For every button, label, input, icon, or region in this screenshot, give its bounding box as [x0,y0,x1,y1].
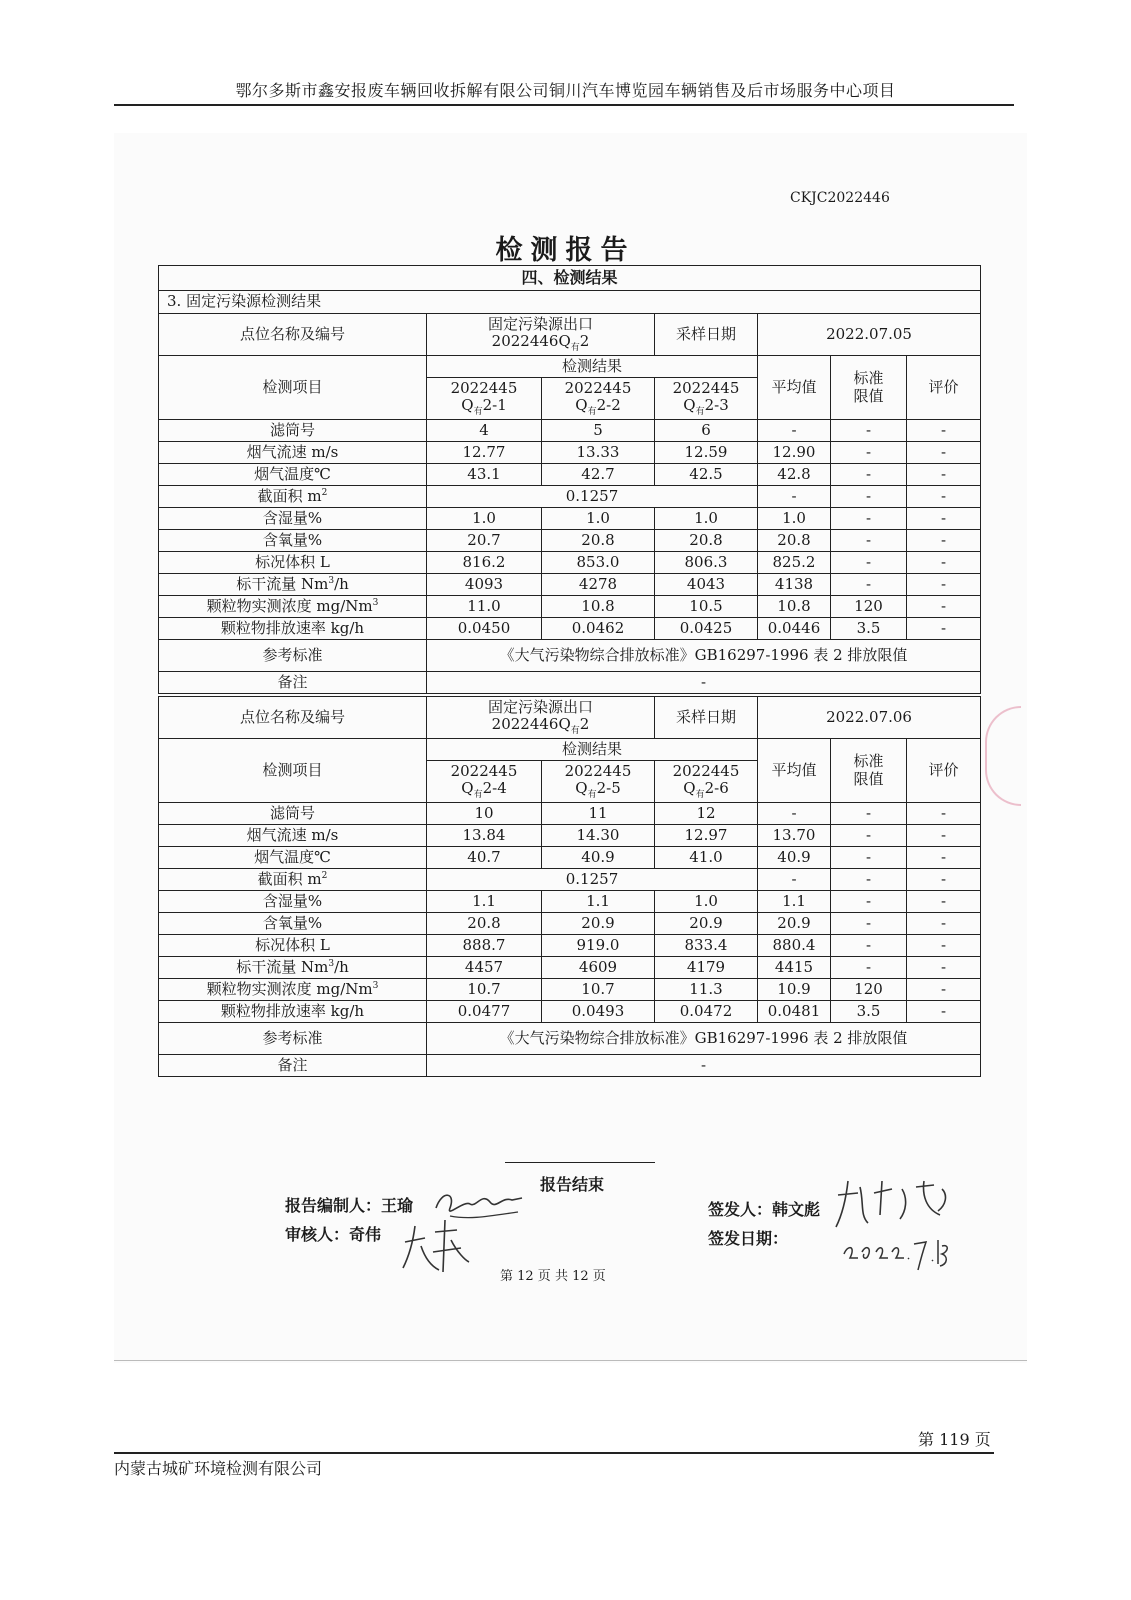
row-name: 颗粒物排放速率 kg/h [220,618,365,637]
cell-value: 0.0493 [542,1001,655,1023]
sample-id-sub: 有 [473,789,483,800]
cell-value: 1.0 [655,891,758,913]
cell-avg: 880.4 [758,935,831,957]
sample-id-line1: 2022445 [672,378,740,397]
sample-id-line1: 2022445 [450,761,518,780]
issuer-label: 签发人：韩文彪 [708,1200,821,1219]
cell-limit: - [831,464,907,486]
point-name [427,697,655,739]
row-unit-sup: 2 [321,870,328,881]
sample-id [542,761,655,803]
cell-limit: 3.5 [831,618,907,640]
table-row [159,618,981,640]
cell-avg: 825.2 [758,552,831,574]
header-rule [114,104,1014,106]
results-label: 检测结果 [427,739,758,761]
cell-limit: 120 [831,979,907,1001]
cell-avg: 10.8 [758,596,831,618]
ref-standard: 《大气污染物综合排放标准》GB16297-1996 表 2 排放限值 [427,640,981,672]
table-row [159,464,981,486]
sample-id-sub: 有 [695,406,705,417]
eval-label: 评价 [907,739,981,803]
subsection-title: 3. 固定污染源检测结果 [159,291,981,314]
table-row [159,596,981,618]
table-row [159,486,981,508]
row-label [159,618,427,640]
row-label [159,530,427,552]
cell-eval: - [907,935,981,957]
cell-value: 42.7 [542,464,655,486]
sample-id-line1: 2022445 [672,761,740,780]
limit-label-line2: 限值 [853,386,884,405]
row-label [159,935,427,957]
point-label: 点位名称及编号 [159,697,427,739]
limit-label [831,356,907,420]
table-row [159,891,981,913]
cell-value: 919.0 [542,935,655,957]
cell-limit: - [831,847,907,869]
cell-value: 1.0 [427,508,542,530]
table-row [159,935,981,957]
row-label [159,420,427,442]
sample-id-line1: 2022445 [564,761,632,780]
row-name: 标干流量 Nm [236,574,329,593]
cell-value: 4 [427,420,542,442]
sample-id-line1: 2022445 [564,378,632,397]
row-name: 含湿量% [262,891,323,910]
row-unit-tail: /h [334,574,349,593]
page-number: 第 119 页 [918,1430,991,1449]
row-name: 烟气流速 m/s [246,442,339,461]
cell-value: 43.1 [427,464,542,486]
inner-page-indicator: 第 12 页 共 12 页 [500,1269,606,1284]
point-code-sub: 有 [570,725,580,736]
compiler-label: 报告编制人：王瑜 [285,1196,414,1215]
cell-value: 0.0450 [427,618,542,640]
cell-value: 4093 [427,574,542,596]
row-unit-sup: 3 [328,958,335,969]
sample-id-sub: 有 [695,789,705,800]
row-name: 含氧量% [262,530,323,549]
table-row [159,803,981,825]
cell-value: 5 [542,420,655,442]
sample-date: 2022.07.05 [758,314,981,356]
sample-id-prefix: Q [575,778,588,797]
sample-id-prefix: Q [683,778,696,797]
cell-value: 12.97 [655,825,758,847]
cell-avg: 0.0446 [758,618,831,640]
cell-value: 1.1 [542,891,655,913]
table-row [159,574,981,596]
cell-value: 0.0425 [655,618,758,640]
sample-id [427,378,542,420]
cell-value: 0.0462 [542,618,655,640]
results-table [158,265,981,1077]
cell-avg: 4138 [758,574,831,596]
cell-eval: - [907,979,981,1001]
point-name-line1: 固定污染源出口 [487,314,593,333]
cell-eval: - [907,803,981,825]
ref-label: 参考标准 [159,640,427,672]
table-row [159,869,981,891]
cell-avg: 13.70 [758,825,831,847]
cell-avg: 1.1 [758,891,831,913]
row-name: 标干流量 Nm [236,957,329,976]
row-name: 烟气流速 m/s [246,825,339,844]
cell-value: 1.0 [655,508,758,530]
row-label [159,486,427,508]
row-name: 截面积 m [257,486,322,505]
sample-id-prefix: Q [461,778,474,797]
cell-eval: - [907,596,981,618]
cell-value: 20.8 [427,913,542,935]
sample-id-sub: 有 [473,406,483,417]
table-row [159,847,981,869]
cell-value: 20.8 [655,530,758,552]
limit-label-line2: 限值 [853,769,884,788]
row-label [159,574,427,596]
cell-limit: - [831,530,907,552]
cell-value: 0.1257 [427,869,758,891]
sample-id-sub: 有 [587,406,597,417]
point-name [427,314,655,356]
table-row [159,508,981,530]
cell-value: 806.3 [655,552,758,574]
row-label [159,508,427,530]
row-unit-sup: 2 [321,487,328,498]
sample-date-label: 采样日期 [655,697,758,739]
cell-limit: 120 [831,596,907,618]
row-unit-sup: 3 [328,575,335,586]
cell-value: 20.8 [542,530,655,552]
row-label [159,1001,427,1023]
row-name: 烟气温度℃ [254,464,331,483]
avg-label: 平均值 [758,356,831,420]
cell-eval: - [907,530,981,552]
cell-limit: - [831,935,907,957]
cell-limit: - [831,913,907,935]
sample-date-label: 采样日期 [655,314,758,356]
report-title: 检测报告 [495,235,636,266]
ref-label: 参考标准 [159,1023,427,1055]
cell-value: 4609 [542,957,655,979]
report-end: 报告结束 [540,1175,605,1194]
cell-value: 1.0 [542,508,655,530]
footer-company: 内蒙古城矿环境检测有限公司 [114,1459,323,1478]
row-name: 含湿量% [262,508,323,527]
row-name: 标况体积 L [255,935,330,954]
results-label: 检测结果 [427,356,758,378]
cell-eval: - [907,574,981,596]
table-row [159,1001,981,1023]
cell-limit: - [831,420,907,442]
row-label [159,825,427,847]
cell-eval: - [907,508,981,530]
cell-value: 13.84 [427,825,542,847]
cell-value: 4179 [655,957,758,979]
cell-avg: 20.8 [758,530,831,552]
sample-id-prefix: Q [683,395,696,414]
cell-value: 4278 [542,574,655,596]
cell-value: 12.77 [427,442,542,464]
cell-avg: 40.9 [758,847,831,869]
cell-value: 11.0 [427,596,542,618]
cell-value: 6 [655,420,758,442]
row-name: 截面积 m [257,869,322,888]
cell-value: 12 [655,803,758,825]
end-rule [505,1162,655,1163]
row-label [159,847,427,869]
cell-eval: - [907,957,981,979]
sample-id-prefix: Q [461,395,474,414]
row-unit-sup: 3 [372,980,379,991]
row-label [159,957,427,979]
cell-limit: - [831,552,907,574]
cell-limit: - [831,891,907,913]
table-row [159,442,981,464]
section-title: 四、检测结果 [159,266,981,291]
cell-value: 10.8 [542,596,655,618]
table-row [159,979,981,1001]
cell-avg: 1.0 [758,508,831,530]
cell-eval: - [907,486,981,508]
cell-avg: 10.9 [758,979,831,1001]
cell-avg: 12.90 [758,442,831,464]
cell-eval: - [907,442,981,464]
row-label [159,803,427,825]
cell-value: 4457 [427,957,542,979]
row-name: 滤筒号 [269,420,315,439]
cell-value: 1.1 [427,891,542,913]
row-label [159,442,427,464]
cell-value: 4043 [655,574,758,596]
cell-avg: - [758,869,831,891]
sample-id-suffix: 2-5 [596,778,621,797]
sample-id-suffix: 2-6 [704,778,729,797]
cell-eval: - [907,420,981,442]
eval-label: 评价 [907,356,981,420]
table-row [159,420,981,442]
sample-id [655,378,758,420]
point-code: 2022446Q [491,714,571,733]
cell-limit: - [831,957,907,979]
cell-value: 888.7 [427,935,542,957]
cell-value: 0.1257 [427,486,758,508]
document-header: 鄂尔多斯市鑫安报废车辆回收拆解有限公司铜川汽车博览园车辆销售及后市场服务中心项目 [235,81,896,100]
cell-value: 13.33 [542,442,655,464]
cell-avg: - [758,486,831,508]
sample-id [542,378,655,420]
row-name: 颗粒物实测浓度 mg/Nm [206,979,373,998]
cell-value: 41.0 [655,847,758,869]
cell-avg: 4415 [758,957,831,979]
cell-eval: - [907,825,981,847]
remark-label: 备注 [159,672,427,694]
item-label: 检测项目 [159,739,427,803]
cell-avg: 0.0481 [758,1001,831,1023]
cell-value: 20.9 [655,913,758,935]
cell-value: 816.2 [427,552,542,574]
cell-eval: - [907,1001,981,1023]
row-label [159,979,427,1001]
cell-eval: - [907,618,981,640]
point-code-end: 2 [579,331,590,350]
remark-label: 备注 [159,1055,427,1077]
cell-limit: - [831,508,907,530]
cell-value: 12.59 [655,442,758,464]
table-row [159,552,981,574]
cell-limit: - [831,825,907,847]
cell-avg: - [758,803,831,825]
sample-id-line1: 2022445 [450,378,518,397]
report-code: CKJC2022446 [790,190,890,206]
cell-value: 833.4 [655,935,758,957]
limit-label-line1: 标准 [853,752,884,771]
table-row [159,530,981,552]
cell-limit: - [831,442,907,464]
handwritten-date [840,1228,950,1273]
cell-value: 11 [542,803,655,825]
cell-value: 0.0477 [427,1001,542,1023]
table-row [159,957,981,979]
cell-value: 40.7 [427,847,542,869]
row-name: 颗粒物排放速率 kg/h [220,1001,365,1020]
row-name: 含氧量% [262,913,323,932]
sample-id-suffix: 2-2 [596,395,621,414]
cell-limit: - [831,869,907,891]
cell-eval: - [907,464,981,486]
row-unit-sup: 3 [372,597,379,608]
row-label [159,464,427,486]
row-label [159,552,427,574]
cell-value: 20.9 [542,913,655,935]
sample-id [655,761,758,803]
cell-limit: - [831,486,907,508]
row-name: 颗粒物实测浓度 mg/Nm [206,596,373,615]
cell-limit: - [831,574,907,596]
ref-standard: 《大气污染物综合排放标准》GB16297-1996 表 2 排放限值 [427,1023,981,1055]
footer-rule [114,1452,994,1454]
cell-eval: - [907,869,981,891]
reviewer-signature [395,1212,475,1282]
row-label [159,913,427,935]
limit-label [831,739,907,803]
row-name: 滤筒号 [269,803,315,822]
row-label [159,869,427,891]
cell-value: 0.0472 [655,1001,758,1023]
sample-id-prefix: Q [575,395,588,414]
cell-value: 42.5 [655,464,758,486]
scan-edge [114,1360,1027,1361]
table-row [159,913,981,935]
sample-id [427,761,542,803]
cell-value: 14.30 [542,825,655,847]
remark-value: - [427,672,981,694]
table-row [159,825,981,847]
remark-value: - [427,1055,981,1077]
cell-avg: - [758,420,831,442]
row-name: 标况体积 L [255,552,330,571]
row-unit-tail: /h [334,957,349,976]
cell-eval: - [907,913,981,935]
point-code-end: 2 [579,714,590,733]
avg-label: 平均值 [758,739,831,803]
row-name: 烟气温度℃ [254,847,331,866]
point-name-line1: 固定污染源出口 [487,697,593,716]
reviewer-label: 审核人：奇伟 [285,1225,382,1244]
cell-eval: - [907,891,981,913]
issuer-signature [830,1175,960,1235]
cell-value: 10.7 [542,979,655,1001]
cell-limit: - [831,803,907,825]
point-code-sub: 有 [570,342,580,353]
cell-value: 40.9 [542,847,655,869]
cell-value: 11.3 [655,979,758,1001]
cell-limit: 3.5 [831,1001,907,1023]
sample-date: 2022.07.06 [758,697,981,739]
cell-value: 10 [427,803,542,825]
cell-avg: 42.8 [758,464,831,486]
cell-eval: - [907,552,981,574]
issue-date-label: 签发日期： [708,1229,789,1248]
sample-id-suffix: 2-3 [704,395,729,414]
row-label [159,891,427,913]
cell-value: 10.5 [655,596,758,618]
point-label: 点位名称及编号 [159,314,427,356]
cell-value: 20.7 [427,530,542,552]
sample-id-suffix: 2-1 [482,395,507,414]
limit-label-line1: 标准 [853,369,884,388]
sample-id-sub: 有 [587,789,597,800]
sample-id-suffix: 2-4 [482,778,507,797]
point-code: 2022446Q [491,331,571,350]
cell-value: 10.7 [427,979,542,1001]
cell-value: 853.0 [542,552,655,574]
item-label: 检测项目 [159,356,427,420]
row-label [159,596,427,618]
cell-eval: - [907,847,981,869]
cell-avg: 20.9 [758,913,831,935]
